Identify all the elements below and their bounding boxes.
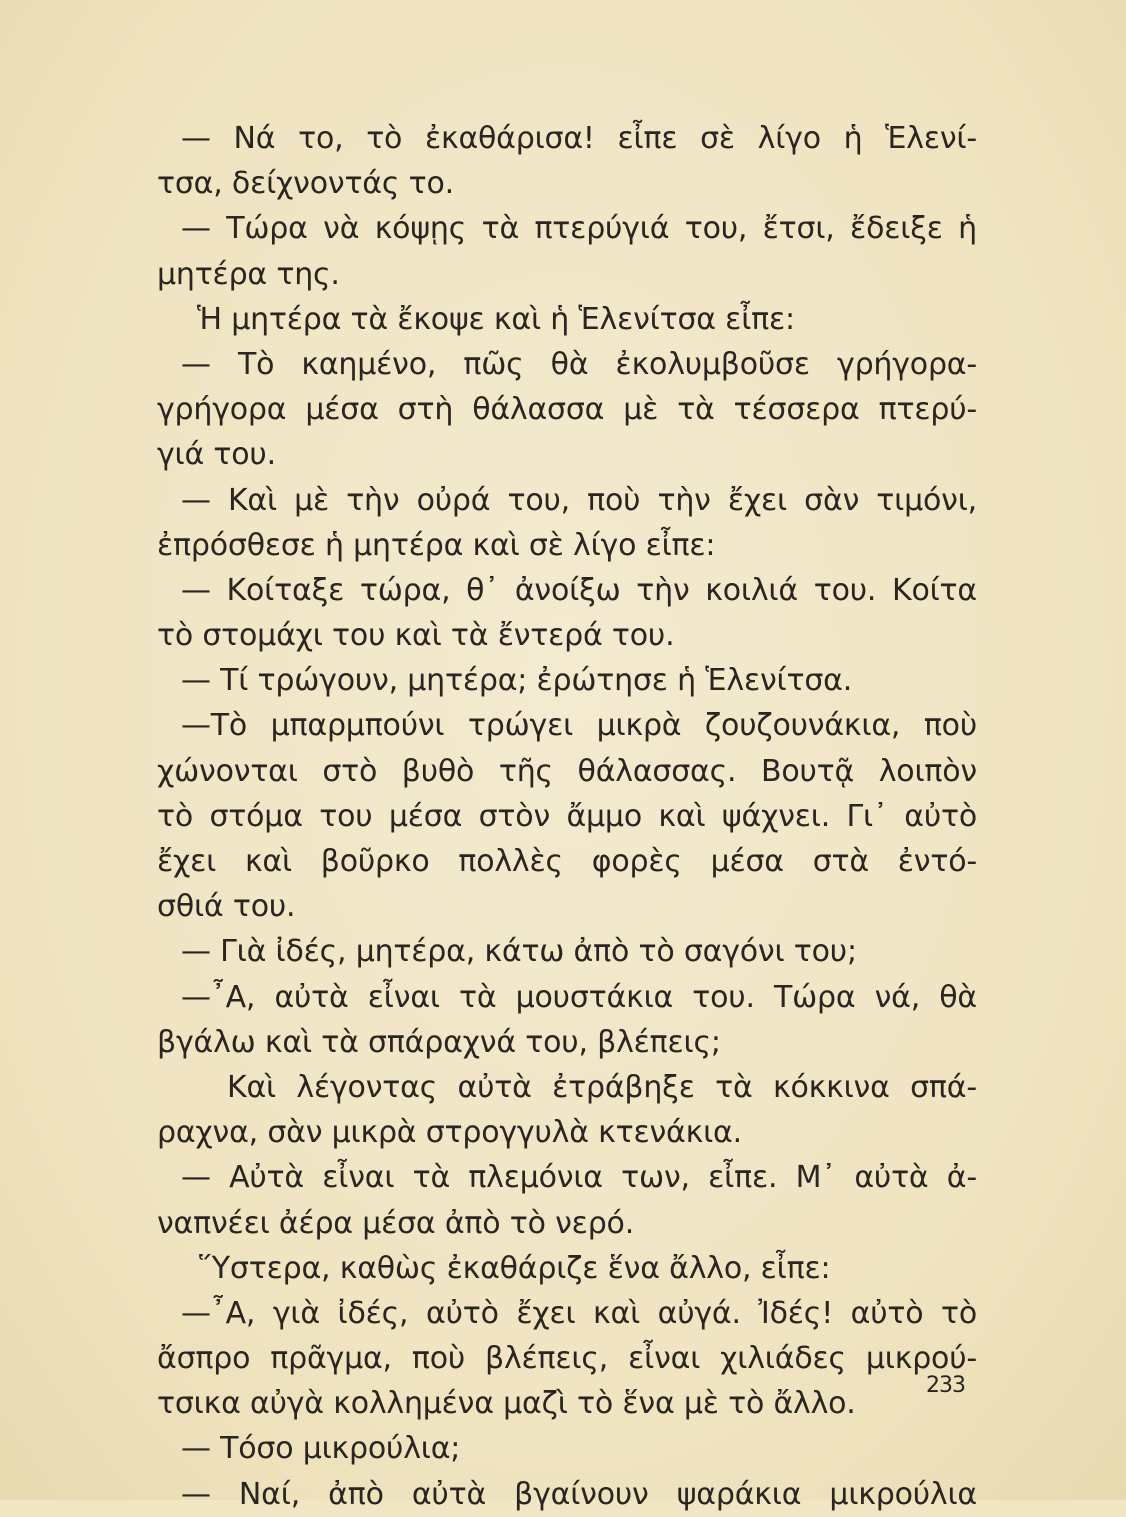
text-line-21: βγάλω καὶ τὰ σπάραχνά του, βλέπεις; [157,1024,721,1060]
text-line-26: ῞Υστερα, καθὼς ἐκαθάριζε ἕνα ἄλλο, εἶπε: [197,1250,831,1286]
text-line-8: γιά του. [157,437,276,473]
text-line-29: τσικα αὐγὰ κολλημένα μαζὶ τὸ ἕνα μὲ τὸ ἄλλο. [157,1386,856,1422]
text-line-27: —῏Α, γιὰ ἰδές, αὐτὸ ἔχει καὶ αὐγά. Ἰδές! αὐτὸ τὸ [181,1295,977,1331]
text-line-3: — Τώρα νὰ κόψῃς τὰ πτερύγιά του, ἔτσι, ἔδειξε ἡ [181,211,977,247]
text-line-24: — Αὐτὰ εἶναι τὰ πλεμόνια των, εἶπε. Μ᾽ αὐτὰ ἀ- [181,1160,977,1196]
text-line-19: — Γιὰ ἰδές, μητέρα, κάτω ἀπὸ τὸ σαγόνι του; [181,934,857,970]
text-line-5: Ἡ μητέρα τὰ ἔκοψε καὶ ἡ Ἑλενίτσα εἶπε: [197,301,795,337]
text-line-4: μητέρα της. [157,256,340,292]
text-line-13: — Τί τρώγουν, μητέρα; ἐρώτησε ἡ Ἑλενίτσα. [181,663,853,699]
text-line-11: — Κοίταξε τώρα, θ᾽ ἀνοίξω τὴν κοιλιά του. Κοίτα [181,572,977,608]
text-line-28: ἄσπρο πρᾶγμα, ποὺ βλέπεις, εἶναι χιλιάδες μικρού- [157,1341,977,1377]
text-line-2: τσα, δείχνοντάς το. [157,166,454,202]
text-line-20: —῏Α, αὐτὰ εἶναι τὰ μουστάκια του. Τώρα νά, θὰ [181,979,977,1015]
text-line-12: τὸ στομάχι του καὶ τὰ ἔντερά του. [157,618,675,654]
body-text [157,116,977,1517]
text-line-22: Καὶ λέγοντας αὐτὰ ἐτράβηξε τὰ κόκκινα σπά- [227,1069,977,1105]
text-line-15: χώνονται στὸ βυθὸ τῆς θάλασσας. Βουτᾷ λοιπὸν [157,753,977,789]
text-line-14: —Τὸ μπαρμπούνι τρώγει μικρὰ ζουζουνάκια, ποὺ [181,708,977,744]
text-line-23: ραχνα, σὰν μικρὰ στρογγυλὰ κτενάκια. [157,1115,742,1151]
text-line-10: ἐπρόσθεσε ἡ μητέρα καὶ σὲ λίγο εἶπε: [157,527,716,563]
text-line-6: — Τὸ καημένο, πῶς θὰ ἐκολυμβοῦσε γρήγορα- [181,346,977,382]
text-line-25: ναπνέει ἀέρα μέσα ἀπὸ τὸ νερό. [157,1205,635,1241]
text-line-18: σθιά του. [157,889,296,925]
text-line-17: ἔχει καὶ βοῦρκο πολλὲς φορὲς μέσα στὰ ἐντό- [157,844,977,879]
page-number: 233 [926,1373,965,1398]
text-line-1: — Νά το, τὸ ἐκαθάρισα! εἶπε σὲ λίγο ἡ Ἑλενί- [181,121,977,156]
text-line-31: — Ναί, ἀπὸ αὐτὰ βγαίνουν ψαράκια μικρούλια [181,1476,977,1512]
text-line-16: τὸ στόμα του μέσα στὸν ἄμμο καὶ ψάχνει. Γι᾽ αὐτὸ [157,798,977,834]
text-line-9: — Καὶ μὲ τὴν οὐρά του, ποὺ τὴν ἔχει σὰν τιμόνι, [181,482,977,518]
text-line-7: γρήγορα μέσα στὴ θάλασσα μὲ τὰ τέσσερα πτερύ- [157,392,977,428]
text-line-30: — Τόσο μικρούλια; [181,1431,461,1467]
